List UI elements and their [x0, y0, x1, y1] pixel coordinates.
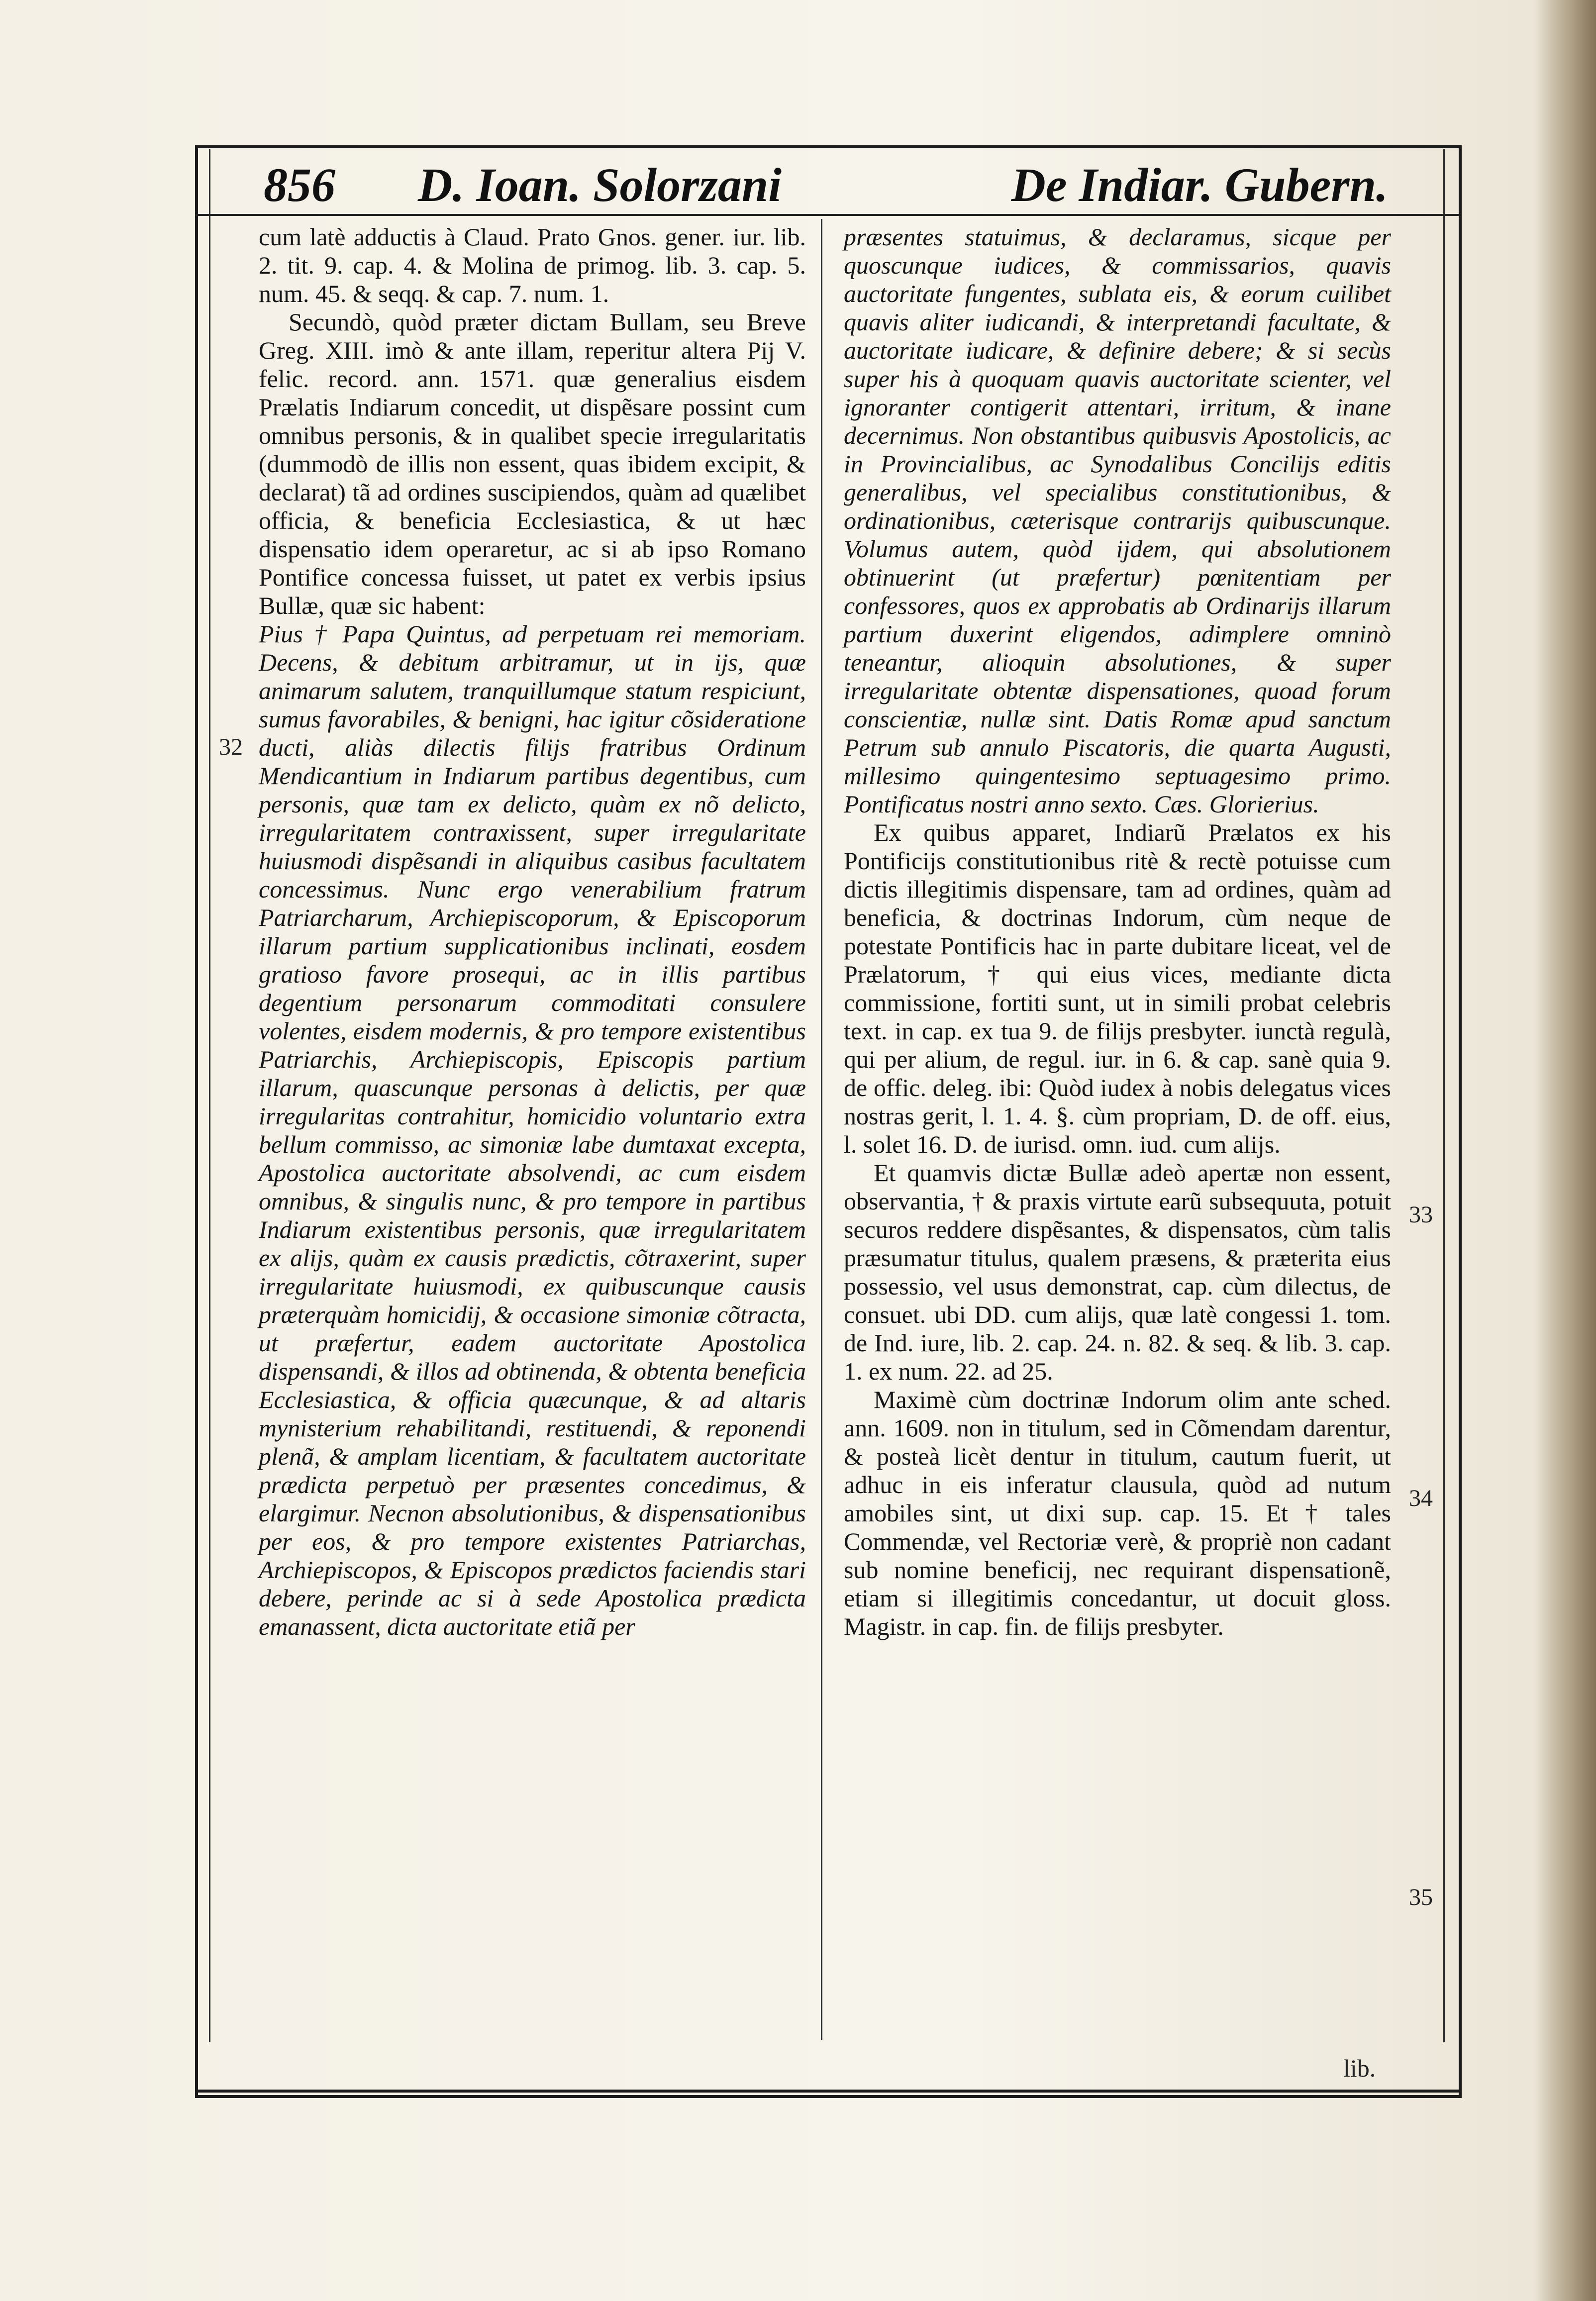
left-column	[259, 223, 806, 1641]
spine-shadow	[1536, 0, 1596, 2301]
margin-number: 35	[1409, 1884, 1433, 1910]
running-header	[264, 157, 1388, 217]
paragraph: Maximè cùm doctrinæ Indorum olim ante sched. ann. 1609. non in titulum, sed in Cõmendam darentur, & posteà licèt dentur in titulum, cautum fuerit, ut adhuc in eis inferatur clausula, quòd ad nutum amobiles sint, ut dixi sup. cap. 15. Et † tales Commendæ, vel Rectoriæ verè, & propriè non cadant sub nomine beneficij, nec requirant dispensationẽ, etiam si illegitimis concedantur, ut docuit gloss. Magistr. in cap. fin. de filijs presbyter.	[844, 1386, 1391, 1640]
column-divider	[821, 219, 822, 2040]
paragraph: Et quamvis dictæ Bullæ adeò apertæ non essent, observantia, † & praxis virtute earũ subsequuta, potuit securos reddere dispẽsantes, & dispensatos, cùm talis præsumatur titulus, qualem præsens, & præterita eius possessio, vel usus demonstrat, cap. cùm dilectus, de consuet. ubi DD. cum alijs, quæ latè congessi 1. tom. de Ind. iure, lib. 2. cap. 24. n. 82. & seq. & lib. 3. cap. 1. ex num. 22. ad 25.	[844, 1159, 1391, 1385]
margin-number: 33	[1409, 1201, 1433, 1228]
running-author: D. Ioan. Solorzani	[418, 158, 782, 211]
right-column	[844, 223, 1391, 1641]
paragraph: Ex quibus apparet, Indiarũ Prælatos ex his Pontificijs constitutionibus ritè & rectè potuisse cum dictis illegitimis dispensare, tam ad ordines, quàm ad beneficia, & doctrinas Indorum, cùm neque de potestate Pontificis hac in parte dubitare liceat, vel de Prælatorum, † qui eius vices, mediante dicta commissione, fortiti sunt, ut in simili probat celebris text. in cap. ex tua 9. de filijs presbyter. iunctà regulà, qui per alium, de regul. iur. in 6. & cap. sanè quia 9. de offic. deleg. ibi: Quòd iudex à nobis delegatus vices nostras gerit, l. 1. 4. §. cùm propriam, D. de off. eius, l. solet 16. D. de iurisd. omn. iud. cum alijs.	[844, 818, 1391, 1158]
bottom-rule	[195, 2090, 1459, 2093]
bull-quotation: Pius † Papa Quintus, ad perpetuam rei memoriam. Decens, & debitum arbitramur, ut in ijs, quæ animarum salutem, tranquillumque statum respiciunt, sumus favorabiles, & benigni, hac igitur cõsideratione ducti, aliàs dilectis filijs fratribus Ordinum Mendicantium in Indiarum partibus degentibus, cum personis, quæ tam ex delicto, quàm ex nõ delicto, irregularitatem contraxissent, super irregularitate huiusmodi dispẽsandi in aliquibus casibus facultatem concessimus. Nunc ergo venerabilium fratrum Patriarcharum, Archiepiscoporum, & Episcoporum illarum partium supplicationibus inclinati, eosdem gratioso favore prosequi, ac in illis partibus degentium personarum commoditati consulere volentes, eisdem modernis, & pro tempore existentibus Patriarchis, Archiepiscopis, Episcopis partium illarum, quascunque personas à delictis, per quæ irregularitas contrahitur, homicidio voluntario extra bellum commisso, ac simoniæ labe dumtaxat excepta, Apostolica auctoritate absolvendi, ac cum eisdem omnibus, & singulis nunc, & pro tempore in partibus Indiarum existentibus personis, quæ irregularitatem ex alijs, quàm ex causis prædictis, cõtraxerint, super irregularitate huiusmodi, ex quibuscunque causis præterquàm homicidij, & occasione simoniæ cõtracta, ut præfertur, eadem auctoritate Apostolica dispensandi, & illos ad obtinenda, & obtenta beneficia Ecclesiastica, & officia quæcunque, & ad altaris mynisterium rehabilitandi, restituendi, & reponendi plenã, & amplam licentiam, & facultatem auctoritate prædicta perpetuò per præsentes concedimus, & elargimur. Necnon absolutionibus, & dispensationibus per eos, & pro tempore existentes Patriarchas, Archiepiscopos, & Episcopos prædictos faciendis stari debere, perinde ac si à sede Apostolica prædicta emanassent, dicta auctoritate etiã per	[259, 620, 806, 1640]
margin-number: 34	[1409, 1485, 1433, 1511]
bull-quotation-continued: præsentes statuimus, & declaramus, sicque per quoscunque iudices, & commissarios, quavis auctoritate fungentes, sublata eis, & eorum cuilibet quavis aliter iudicandi, & interpretandi facultate, & auctoritate iudicare, & definire debere; & si secùs super his à quoquam quavis auctoritate scienter, vel ignoranter contigerit attentari, irritum, & inane decernimus. Non obstantibus quibusvis Apostolicis, ac in Provincialibus, ac Synodalibus Concilijs editis generalibus, vel specialibus constitutionibus, & ordinationibus, cæterisque contrarijs quibuscunque. Volumus autem, quòd ijdem, qui absolutionem obtinuerint (ut præfertur) pœnitentiam per confessores, quos ex approbatis ab Ordinarijs illarum partium duxerint eligendos, adimplere omninò teneantur, alioquin absolutiones, & super irregularitate obtentæ dispensationes, quoad forum conscientiæ, nullæ sint. Datis Romæ apud sanctum Petrum sub annulo Piscatoris, die quarta Augusti, millesimo quingentesimo septuagesimo primo. Pontificatus nostri anno sexto. Cæs. Glorierius.	[844, 223, 1391, 818]
running-title: De Indiar. Gubern.	[1011, 158, 1388, 211]
paragraph: Secundò, quòd præter dictam Bullam, seu Breve Greg. XIII. imò & ante illam, reperitur altera Pij V. felic. record. ann. 1571. quæ generalius eisdem Prælatis Indiarum concedit, ut dispẽsare possint cum omnibus personis, & in qualibet specie irregularitatis (dummodò de illis non essent, quas ibidem excipit, & declarat) tã ad ordines suscipiendos, quàm ad quælibet officia, & beneficia Ecclesiastica, & ut hæc dispensatio idem operaretur, ac si ab ipso Romano Pontifice concessa fuisset, ut patet ex verbis ipsius Bullæ, quæ sic habent:	[259, 308, 806, 619]
header-rule	[195, 214, 1459, 216]
catchword: lib.	[1343, 2054, 1376, 2082]
page-number: 856	[264, 158, 335, 211]
margin-number: 32	[219, 734, 243, 760]
paragraph: cum latè adductis à Claud. Prato Gnos. gener. iur. lib. 2. tit. 9. cap. 4. & Molina de primog. lib. 3. cap. 5. num. 45. & seqq. & cap. 7. num. 1.	[259, 223, 806, 307]
